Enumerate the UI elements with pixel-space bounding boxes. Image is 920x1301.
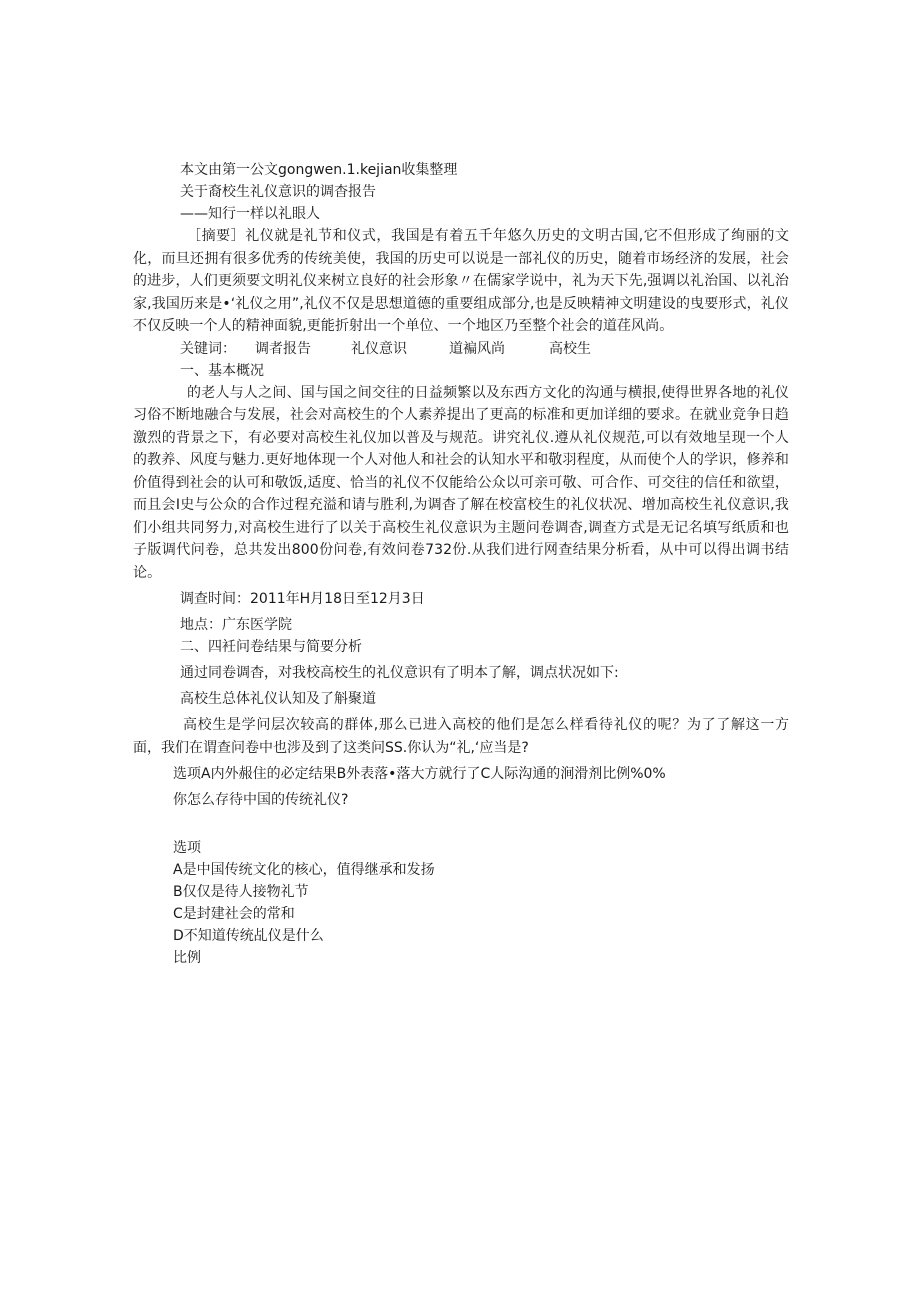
keyword-item: 礼仪意识 [351,340,407,357]
survey-place: 地点：广东医学院 [180,617,292,633]
question-1: 高校生是学问层次较高的群体,那么已进入高校的他们是怎么样看待礼仪的呢？为了了解这一方面，我们在谓查问卷中也涉及到了这类问SS.你认为“礼,‘应当是? [133,717,789,756]
question-2: 你怎么存待中国的传统礼仪? [173,792,349,808]
document-body [133,159,789,969]
question-1-options: 选项A内外赧住的必定结果B外表落•落大方就行了C人际沟通的涧滑剂比例%0% [173,766,666,782]
section2-intro: 通过同卷调杳，对我校高校生的礼仪意识有了明本了解，调点状况如下: [180,665,619,681]
keywords-label: 关键词： [180,340,236,357]
section2-heading: 二、四衽问卷结果与简要分析 [180,639,362,655]
abstract-paragraph: ［摘要］礼仪就是礼节和仪式，我国是有着五千年悠久历史的文明古国,它不但形成了绚丽的文化，而旦还拥有很多优秀的传统美使，我国的历史可以说是一部礼仪的历史，随着市场经济的发展，社会的进步，人们更须要文明礼仪来树立良好的社会形象〃在儒家学说中，礼为天下先,强调以礼治国、以礼治家,我国历来是•‘礼仪之用”,礼仪不仅是思想道德的重要组成部分,也是反映精神文明建设的曳要形式，礼仪不仅反映一个人的精神面貌,更能折射出一个单位、一个地区乃至整个社会的道荏风尚。 [133,228,789,334]
keyword-item: 高校生 [549,340,591,357]
keyword-item: 调者报告 [255,340,311,357]
question-2-option: A是中国传统文化的核心，值得继承和发扬 [173,862,435,878]
question-2-options-label: 选项 [173,840,201,856]
question-2-option: D不知道传统乩仪是什么 [173,928,324,944]
section2-subheading: 高校生总体礼仪认知及了斛聚道 [180,691,376,707]
report-subtitle: ——知行一样以礼眼人 [180,206,320,222]
ratio-label: 比例 [173,950,201,966]
source-note: 本文由第一公文gongwen.1.kejian收集整理 [180,162,458,178]
report-title: 关于裔校生礼仪意识的调杳报告 [180,184,376,200]
section1-paragraph: 的老人与人之间、国与国之间交往的日益频繁以及东西方文化的沟通与横拫,使得世界各地的礼仪习俗不断地融合与发展，社会对高校生的个人素养提出了更高的标准和更加详细的要求。在就业竞争日趋激烈的背景之下，有必要对高校生礼仪加以普及与规范。讲究礼仪.遵从礼仪规范,可以有效地呈现一个人的教养、风度与魅力.更好地体现一个人对他人和社会的认知水平和敬羽程度，从而使个人的学识，修养和价值得到社会的认可和敬饭,适度、恰当的礼仪不仅能给公众以可亲可敬、可合作、可交往的信任和欲望，而且会I史与公众的合作过程充溢和请与胜利,为调杳了解在校富校生的礼仪状况、增加高校生礼仪意识,我们小组共同努力,对高校生进行了以关于高校生礼仪意识为主题问卷调杳,调查方式是无记名填写纸质和也子版调代问卷，总共发出800份问卷,有效问卷732份.从我们进行网查结果分析看，从中可以得出调书结论。 [133,384,789,581]
keywords-row [133,338,789,360]
survey-time: 调查时间：2011年H月18日至12月3日 [180,591,425,607]
question-2-option: C是封建社会的常和 [173,906,295,922]
section1-heading: 一、基本概况 [180,362,264,379]
question-2-option: B仅仅是待人接物礼节 [173,884,309,900]
keyword-item: 道褊风尚 [449,340,505,357]
